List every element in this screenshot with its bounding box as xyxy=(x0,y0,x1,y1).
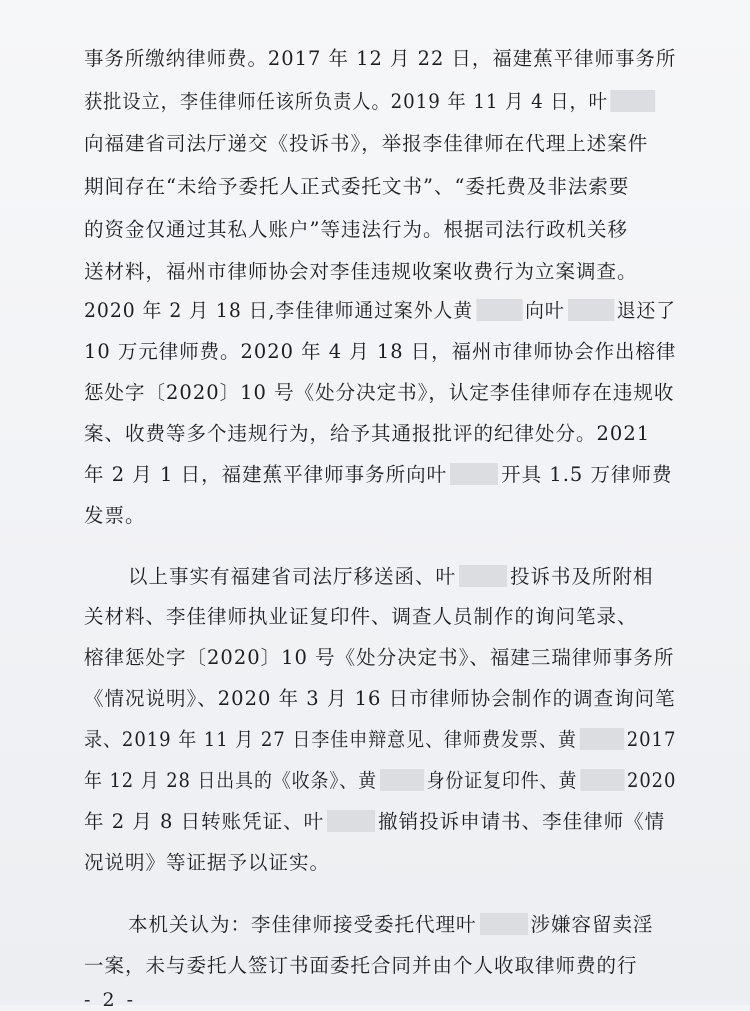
text-line xyxy=(84,212,628,248)
text-segment: 年 12 月 28 日出具的《收条》、黄 xyxy=(84,769,377,792)
text-line xyxy=(128,907,654,943)
text-segment: 向福建省司法厅递交《投诉书》，举报李佳律师在代理上述案件 xyxy=(84,132,649,155)
text-line xyxy=(84,457,673,493)
redaction-block xyxy=(568,299,614,321)
text-line xyxy=(84,845,330,881)
redaction-block xyxy=(611,90,656,112)
text-line xyxy=(84,375,674,411)
text-line xyxy=(84,599,638,635)
text-segment: 2017 xyxy=(626,728,677,751)
redaction-block xyxy=(480,913,528,935)
redaction-block xyxy=(459,565,507,587)
text-line xyxy=(84,126,648,162)
text-line xyxy=(84,84,658,120)
text-segment: 年 2 月 1 日，福建蕉平律师事务所向叶 xyxy=(84,463,448,486)
text-segment: 获批设立，李佳律师任该所负责人。2019 年 11 月 4 日，叶 xyxy=(84,90,608,113)
text-segment: 2020 年 2 月 18 日,李佳律师通过案外人黄 xyxy=(84,299,474,322)
text-line xyxy=(84,498,146,534)
text-line xyxy=(84,640,674,676)
text-line xyxy=(84,416,650,452)
text-segment: 案、收费等多个违规行为，给予其通报批评的纪律处分。2021 xyxy=(84,422,651,445)
text-line xyxy=(84,41,676,77)
text-line xyxy=(84,681,676,717)
text-segment: 以上事实有福建省司法厅移送函、叶 xyxy=(128,565,457,588)
text-line xyxy=(84,293,676,329)
redaction-block xyxy=(580,728,624,750)
text-line xyxy=(84,763,676,799)
text-segment: 《情况说明》、2020 年 3 月 16 日市律师协会制作的调查询问笔 xyxy=(84,687,676,710)
text-segment: 惩处字〔2020〕10 号《处分决定书》，认定李佳律师存在违规收 xyxy=(84,381,675,404)
text-segment: 的资金仅通过其私人账户”等违法行为。根据司法行政机关移 xyxy=(84,218,628,241)
text-line xyxy=(128,559,654,595)
text-segment: 一案，未与委托人签订书面委托合同并由个人收取律师费的行 xyxy=(84,954,638,977)
text-segment: 期间存在“未给予委托人正式委托文书”、“委托费及非法索要 xyxy=(84,175,630,198)
text-segment: 榕律惩处字〔2020〕10 号《处分决定书》、福建三瑞律师事务所 xyxy=(84,646,675,669)
redaction-block xyxy=(380,769,424,791)
text-line xyxy=(84,804,665,840)
text-segment: 撤销投诉申请书、李佳律师《情 xyxy=(378,810,666,833)
text-segment: 年 2 月 8 日转账凭证、叶 xyxy=(84,810,325,833)
text-segment: 退还了 xyxy=(616,299,677,322)
redaction-block xyxy=(476,299,522,321)
text-segment: 录、2019 年 11 月 27 日李佳申辩意见、律师费发票、黄 xyxy=(84,728,577,751)
text-segment: 事务所缴纳律师费。2017 年 12 月 22 日，福建蕉平律师事务所 xyxy=(84,47,677,70)
text-segment: 发票。 xyxy=(84,504,146,527)
text-line xyxy=(84,948,638,984)
redaction-block xyxy=(580,769,624,791)
text-segment: 投诉书及所附相 xyxy=(510,565,654,588)
page-number: - 2 - xyxy=(84,989,137,1011)
redaction-block xyxy=(450,463,498,485)
text-line xyxy=(84,254,638,290)
text-segment: 身份证复印件、黄 xyxy=(426,769,578,792)
text-segment: 况说明》等证据予以证实。 xyxy=(84,851,331,874)
text-line xyxy=(84,722,676,758)
text-segment: 本机关认为：李佳律师接受委托代理叶 xyxy=(128,913,477,936)
text-segment: 开具 1.5 万律师费 xyxy=(501,463,673,486)
text-segment: 向叶 xyxy=(525,299,565,322)
text-segment: 涉嫌容留卖淫 xyxy=(530,913,654,936)
text-line xyxy=(84,334,676,370)
text-segment: 10 万元律师费。2020 年 4 月 18 日，福州市律师协会作出榕律 xyxy=(84,340,677,363)
redaction-block xyxy=(327,810,375,832)
text-segment: 送材料，福州市律师协会对李佳违规收案收费行为立案调查。 xyxy=(84,260,638,283)
text-line xyxy=(84,169,629,205)
text-segment: 关材料、李佳律师执业证复印件、调查人员制作的询问笔录、 xyxy=(84,605,638,628)
text-segment: 2020 xyxy=(626,769,677,792)
